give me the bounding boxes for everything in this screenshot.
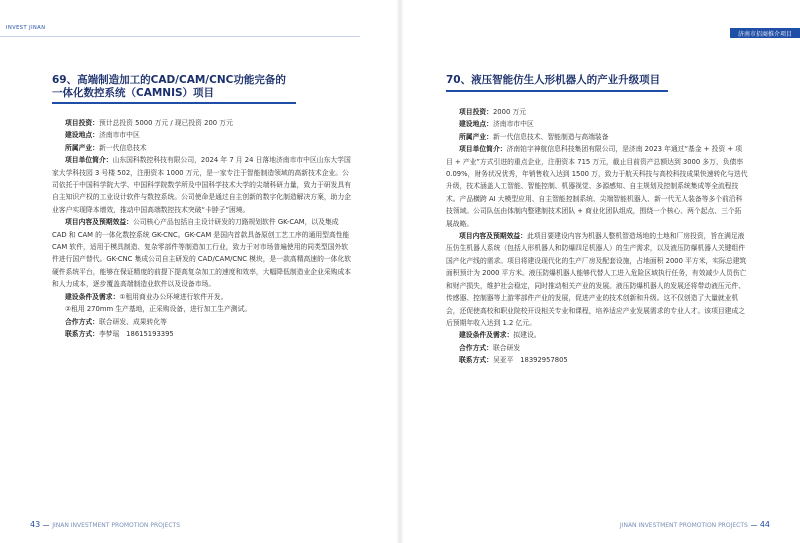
title-underline (446, 90, 668, 92)
industry-row: 所属产业：新一代信息技术、智能制造与高端装备 (459, 132, 609, 141)
project-69-title: 69、高端制造加工的CAD/CAM/CNC功能完备的 一体化数控系统（CAMNIS）项目 (52, 74, 286, 99)
investment-row: 项目投资：预计总投资 5000 万元 / 现已投资 200 万元 (65, 119, 233, 127)
content-benefits: 项目内容及预期效益：公司核心产品包括自主设计研发的刀路规划软件 GK-CAM，以及集成 CAD 和 CAM 的一体化数控系统 GK-CNC。GK-CAM 是国内首款具备原创工艺工序的通用型高性能 CAM 软件，适用于模具制造、复杂零部件等制造加工行业，致力于对市场普遍使用的同类型国外软件进行国产替代。GK-CNC 集成公司自主研发的 CAD/CAM/CNC 模块，是一款高精高速的一体化软硬件系统平台，能够在保证精度的前提下提高复杂加工的速度和效率，大幅降低制造业企业采购成本和人力成本，逐步覆盖高端制造业软件以及设备市场。 (52, 218, 352, 289)
coop-row: 合作方式：联合研发 (459, 343, 521, 352)
right-running-header (730, 28, 800, 38)
right-page (400, 0, 800, 543)
location-row: 建设地点：济南市市中区 (459, 120, 534, 129)
project-70-title: 70、液压智能仿生人形机器人的产业升级项目 (446, 74, 661, 86)
page-number: 44 (759, 520, 770, 529)
running-header-label: INVEST JINAN (6, 25, 46, 31)
header-rule (0, 36, 360, 37)
content-benefits: 项目内容及预期效益：此项目要建设内容为机器人整机智造场地的土地和厂房投资，旨在满足液压仿生机器人系统（包括人形机器人和防爆四足机器人）的生产需求，以及液压防爆机器人关键组件国产化产线的需求。项目将建设现代化的生产厂房及配套设施，占地面积 2000 平方米，实际总建筑面积预计为 2000 平方米。液压防爆机器人能够代替人工进入危险区域执行任务，有效减少人员伤亡和财产损失，维护社会稳定，同时推动相关产业的发展。液压防爆机器人的发展还将带动液压元件、传感器、控制器等上游零部件产业的发展，促进产业的技术创新和升级。这不仅创造了大量就业机会，还促使高校和职业院校开设相关专业和课程，培养适应产业发展需求的专业人才。该项目建成之后预期年收入达到 1.2 亿元。 (446, 232, 747, 327)
left-running-header (0, 24, 62, 36)
running-header-label: 济南市招商推介项目 (737, 31, 792, 38)
conditions-row: 建设条件及需求：①租用商业办公环境进行软件开发。 (65, 292, 228, 301)
contact-row: 联系方式：李梦瑶 18615193395 (65, 329, 174, 338)
industry-row: 所属产业：新一代信息技术 (65, 143, 147, 152)
book-gutter (396, 0, 404, 543)
footer-text: JINAN INVESTMENT PROMOTION PROJECTS (619, 522, 748, 529)
unit-intro: 项目单位简介：山东国科数控科技有限公司，2024 年 7 月 24 日落地济南市市中区山东大学国家大学科技园 3 号楼 502，注册资本 1000 万元，是一家专注于智能制造领域的高新技术企业。公司依托于中国科学院大学、中国科学院数学所及中国科学技术大学的尖端科研力量，致力于研发具有自主知识产权的工业设计软件与数控系统。公司使命是通过自主创新的数字化制造解决方案，助力企业客户实现降本增效，推动中国高端数控技术突破“卡脖子”困境。 (52, 156, 352, 214)
left-footer (30, 520, 180, 529)
project-69-body (52, 117, 352, 340)
location-row: 建设地点：济南市市中区 (65, 131, 140, 140)
page-number: 43 (30, 520, 41, 529)
coop-row: 合作方式：联合研发、成果转化等 (65, 317, 167, 326)
condition-2: ②租用 270mm 生产基地，正采购设备，进行加工生产测试。 (65, 305, 252, 314)
conditions-row: 建设条件及需求：拟建设。 (459, 331, 541, 340)
footer-text: JINAN INVESTMENT PROMOTION PROJECTS (52, 522, 181, 529)
investment-row: 项目投资：2000 万元 (459, 108, 527, 116)
project-70-body (446, 106, 748, 367)
right-footer (620, 520, 770, 529)
unit-intro: 项目单位简介：济南铂宇神航信息科技集团有限公司，是济南 2023 年通过“基金 + 投资 + 项目 + 产业”方式引进的重点企业，注册资本 715 万元，截止目前资产总额达到 3000 多万，负债率 0.09%，财务状况优秀，年销售收入达到 1500 万，致力于航天科技与高校科技成果快速转化与迭代升级，技术涵盖人工智能、智能控制、机器视觉、多源感知、自主规划及控制系统集成等全流程技术。产品横跨 AI 大模型应用、自主智能控制系统、尖端智能机器人、新一代无人装备等多个前沿科技领域。公司队伍由体制内整建制技术团队 + 商业化团队组成，围绕一个核心、两个起点、三个拓展战略。 (446, 145, 748, 228)
contact-row: 联系方式：吴亚平 18392957805 (459, 356, 568, 365)
title-underline (52, 102, 296, 104)
